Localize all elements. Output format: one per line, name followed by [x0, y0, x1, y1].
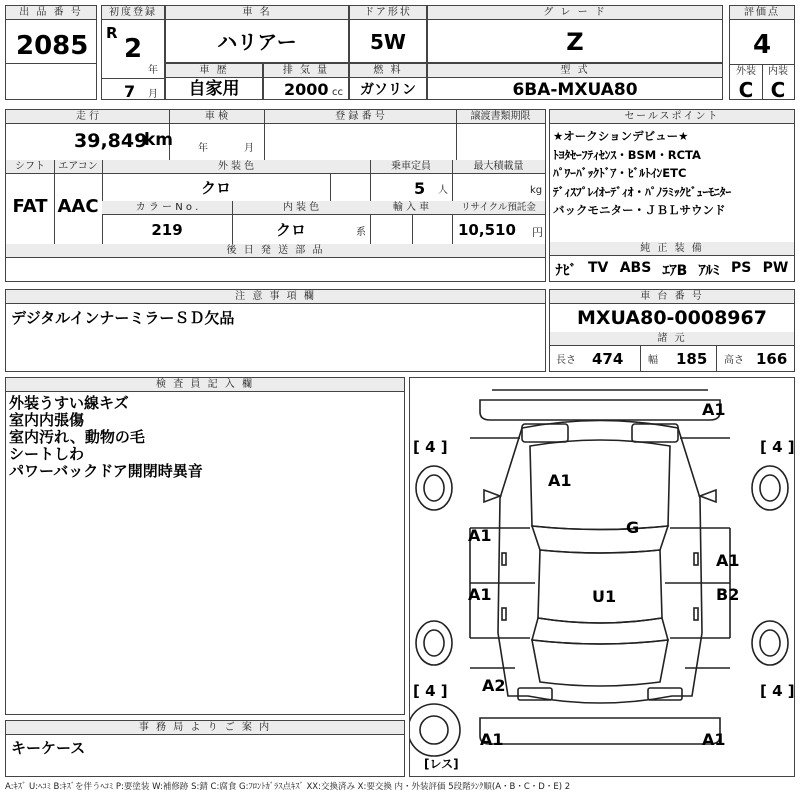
insp-year-unit: 年	[198, 143, 208, 154]
sales-points-list	[553, 127, 731, 220]
recycle-value: 10,510	[458, 221, 516, 239]
equipment-item: PW	[762, 260, 789, 276]
mark-left-quarter: A2	[482, 676, 506, 695]
exterior-grade-value: C	[738, 78, 754, 102]
grade-value: Z	[566, 28, 584, 56]
model-name-label: 車 名	[166, 6, 348, 20]
lot-no-label: 出 品 番 号	[6, 6, 96, 20]
transfer-docs-label: 譲渡書類期限	[470, 111, 531, 122]
car-diagram	[409, 377, 795, 777]
sales-point-item: バックモニター・ＪＢＬサウンド	[553, 203, 726, 218]
equipment-item: TV	[587, 260, 609, 276]
kg-unit: kg	[530, 185, 543, 196]
length-label: 長さ	[556, 355, 576, 366]
equipment-item: PS	[730, 260, 752, 276]
chassis-box	[549, 289, 795, 372]
first-reg-cell	[101, 5, 165, 100]
spare-value: [レス]	[424, 757, 459, 771]
inspector-note-item: 室内汚れ、動物の毛	[9, 428, 145, 446]
fuel-value: ガソリン	[360, 82, 416, 98]
mark-rear-right: A1	[702, 730, 726, 749]
year-unit: 年	[148, 65, 158, 76]
recycle-label: リサイクル預託金	[461, 202, 536, 213]
mark-left-rear-door: A1	[468, 585, 492, 604]
score-label: 評価点	[730, 6, 794, 20]
notes-value: デジタルインナーミラーＳＤ欠品	[11, 309, 235, 327]
mark-bonnet: A1	[548, 471, 572, 490]
equipment-item: ABS	[619, 260, 652, 276]
ac-label: エアコン	[58, 161, 98, 172]
mark-left-front-door: A1	[468, 526, 492, 545]
door-value: 5W	[370, 30, 406, 54]
model-code-label: 型 式	[428, 64, 722, 78]
ext-color-value: クロ	[200, 179, 231, 197]
chassis-no-label: 車 台 番 号	[550, 290, 794, 304]
inspector-note-item: 外装うすい線キズ	[9, 394, 129, 412]
model-code-value: 6BA-MXUA80	[512, 80, 638, 100]
inspector-notes-list	[9, 395, 203, 480]
inspection-label: 車 検	[204, 111, 229, 122]
person-unit: 人	[438, 185, 448, 196]
mark-right-rear-door: B2	[716, 585, 740, 604]
equipment-item: ｴｱB	[662, 263, 688, 279]
lot-no-cell	[5, 5, 97, 100]
sales-points-label: セールスポイント	[550, 110, 794, 124]
door-label: ドア形状	[350, 6, 426, 20]
inspector-note-item: シートしわ	[9, 445, 85, 463]
color-no-label: カ ラ ー N o .	[135, 202, 199, 213]
score-value: 4	[752, 30, 772, 60]
history-label: 車 歴	[166, 64, 262, 78]
lot-no-value: 2085	[16, 31, 89, 61]
later-parts-label: 後 日 発 送 部 品	[6, 244, 545, 258]
displacement-cell	[263, 63, 349, 100]
tire-rr-value: [ 4 ]	[760, 682, 795, 700]
tire-fl-value: [ 4 ]	[413, 438, 448, 456]
mark-windshield: G	[626, 518, 640, 537]
fuel-cell	[349, 63, 427, 100]
insp-month-unit: 月	[244, 143, 254, 154]
yen-unit: 円	[532, 226, 543, 239]
inspector-box	[5, 377, 405, 715]
chassis-no-value: MXUA80-0008967	[577, 307, 767, 329]
kei-unit: 系	[356, 227, 366, 238]
month-unit: 月	[148, 89, 158, 100]
score-cell	[729, 5, 795, 100]
color-no-value: 219	[151, 221, 183, 239]
shift-value: FAT	[12, 196, 48, 217]
capacity-label: 乗車定員	[391, 161, 431, 172]
era-value: R	[106, 24, 118, 42]
height-value: 166	[756, 350, 788, 368]
max-load-label: 最大積載量	[473, 161, 524, 172]
grade-cell	[427, 5, 723, 63]
cc-unit: cc	[332, 87, 343, 98]
office-notes-value: キーケース	[11, 739, 86, 757]
grade-label: グ レ ー ド	[428, 6, 722, 20]
history-value: 自家用	[188, 79, 240, 99]
inspector-note-item: パワーバックドア開閉時異音	[9, 462, 203, 480]
interior-grade-value: C	[770, 78, 786, 102]
capacity-value: 5	[414, 179, 426, 198]
ac-value: AAC	[57, 196, 99, 217]
genuine-equipment-label: 純 正 装 備	[550, 242, 794, 256]
model-code-cell	[427, 63, 723, 100]
model-name-cell	[165, 5, 349, 63]
history-cell	[165, 63, 263, 100]
equipment-list	[550, 260, 794, 280]
office-box	[5, 720, 405, 777]
displacement-value: 2000	[284, 80, 329, 99]
model-name-value: ハリアー	[217, 30, 297, 54]
notes-box	[5, 289, 546, 372]
sales-points-box	[549, 109, 795, 282]
tire-fr-value: [ 4 ]	[760, 438, 795, 456]
mileage-value: 39,849	[74, 130, 148, 152]
equipment-item: ﾅﾋﾞ	[555, 263, 577, 279]
ext-color-label: 外 装 色	[217, 161, 255, 172]
sales-point-item: ﾄﾖﾀｾｰﾌﾃｨｾﾝｽ・BSM・RCTA	[553, 147, 701, 162]
length-value: 474	[592, 350, 624, 368]
door-cell	[349, 5, 427, 63]
era-year-value: 2	[124, 34, 143, 64]
import-label: 輸 入 車	[392, 202, 430, 213]
office-label: 事 務 局 よ り ご 案 内	[6, 721, 404, 735]
specs-label: 諸 元	[550, 332, 794, 346]
shift-label: シフト	[15, 161, 45, 172]
km-unit: km	[144, 130, 174, 150]
mileage-label: 走 行	[75, 111, 100, 122]
car-outline-svg	[410, 378, 794, 776]
mark-right-front-door: A1	[716, 551, 740, 570]
width-value: 185	[676, 350, 708, 368]
legend-text: A:ｷｽﾞ U:ﾍｺﾐ B:ｷｽﾞを伴うﾍｺﾐ P:要塗装 W:補修跡 S:錆 C:腐食 G:ﾌﾛﾝﾄｶﾞﾗｽ点ｷｽﾞ XX:交換済み X:要交換 内・外装評価 5段階ﾗﾝｸ順(A・B・C・D・E) 2	[5, 782, 571, 792]
int-color-label: 内 装 色	[282, 202, 320, 213]
reg-no-label: 登 録 番 号	[335, 111, 385, 122]
tire-rl-value: [ 4 ]	[413, 682, 448, 700]
vehicle-info-block	[5, 109, 546, 282]
fuel-label: 燃 料	[350, 64, 426, 78]
inspector-note-item: 室内内張傷	[9, 411, 85, 429]
displacement-label: 排 気 量	[264, 64, 348, 78]
exterior-label: 外装	[736, 66, 756, 77]
int-color-value: クロ	[275, 221, 306, 239]
equipment-item: ｱﾙﾐ	[698, 263, 720, 279]
height-label: 高さ	[724, 355, 744, 366]
notes-label: 注 意 事 項 欄	[6, 290, 545, 304]
width-label: 幅	[648, 355, 658, 366]
mark-roof: U1	[592, 587, 617, 606]
interior-label: 内装	[768, 66, 788, 77]
first-reg-label: 初度登録	[102, 6, 164, 20]
inspector-label: 検 査 員 記 入 欄	[6, 378, 404, 392]
sales-point-item: ﾃﾞｨｽﾌﾟﾚｲｵｰﾃﾞｨｵ・ﾊﾟﾉﾗﾐｯｸﾋﾞｭｰﾓﾆﾀｰ	[553, 184, 732, 199]
mark-rear-left: A1	[480, 730, 504, 749]
mark-front-bumper: A1	[702, 400, 726, 419]
sales-point-item: ﾊﾟﾜｰﾊﾞｯｸﾄﾞｱ・ﾋﾞﾙﾄｲﾝETC	[553, 166, 687, 181]
sales-point-item: ★オークションデビュー★	[553, 129, 689, 143]
month-value: 7	[124, 82, 136, 101]
